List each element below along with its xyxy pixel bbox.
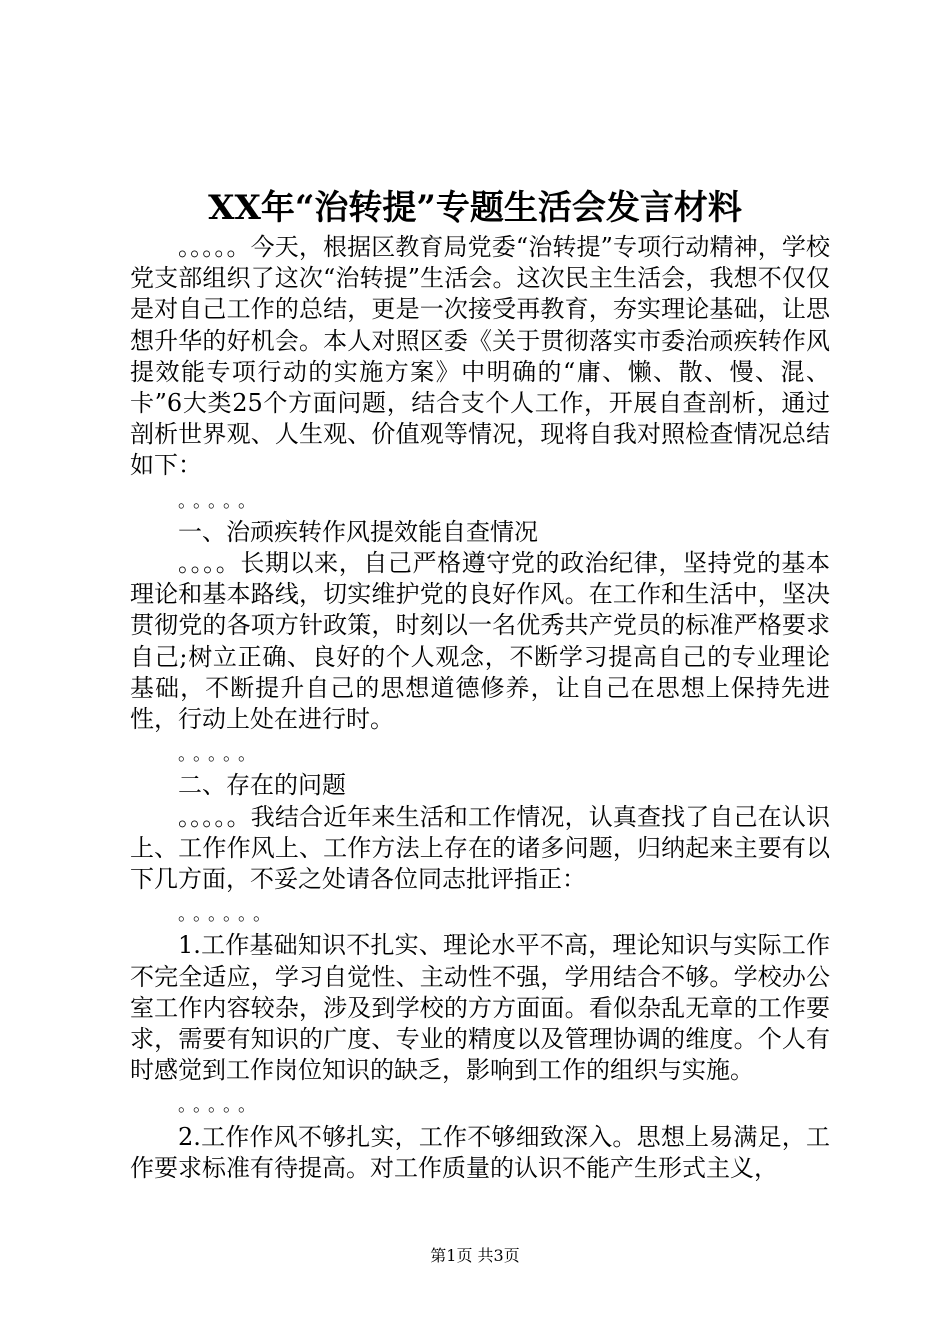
page-footer: 第1页 共3页 xyxy=(430,1246,520,1265)
document-title: XX年“治转提”专题生活会发言材料 xyxy=(208,188,742,228)
document-body xyxy=(130,232,830,1184)
paragraph-dots: 。。。。。 xyxy=(178,1095,262,1117)
section-heading-1: 一、治顽疾转作风提效能自查情况 xyxy=(178,517,538,546)
paragraph-dots: 。。。。。 xyxy=(178,744,262,766)
paragraph-intro: 。。。。。今天，根据区教育局党委“治转提”专项行动精神，学校党支部组织了这次“治转提”生活会。这次民主生活会，我想不仅仅是对自己工作的总结，更是一次接受再教育，夯实理论基础，让思想升华的好机会。本人对照区委《关于贯彻落实市委治顽疾转作风提效能专项行动的实施方案》中明确的“庸、懒、散、慢、混、卡”6大类25个方面问题，结合支个人工作，开展自查剖析，通过剖析世界观、人生观、价值观等情况，现将自我对照检查情况总结如下： xyxy=(130,233,830,480)
paragraph-dots: 。。。。。 xyxy=(178,490,262,512)
paragraph-dots: 。。。。。。 xyxy=(178,904,277,926)
paragraph-problem-2: 2.工作作风不够扎实，工作不够细致深入。思想上易满足，工作要求标准有待提高。对工作质量的认识不能产生形式主义， xyxy=(130,1122,830,1182)
paragraph-problem-1: 1.工作基础知识不扎实、理论水平不高，理论知识与实际工作不完全适应，学习自觉性、主动性不强，学用结合不够。学校办公室工作内容较杂，涉及到学校的方方面面。看似杂乱无章的工作要求，需要有知识的广度、专业的精度以及管理协调的维度。个人有时感觉到工作岗位知识的缺乏，影响到工作的组织与实施。 xyxy=(130,931,830,1085)
section-heading-2: 二、存在的问题 xyxy=(178,771,346,800)
paragraph-problems-intro: 。。。。。我结合近年来生活和工作情况，认真查找了自己在认识上、工作作风上、工作方法上存在的诸多问题，归纳起来主要有以下几方面，不妥之处请各位同志批评指正： xyxy=(130,802,830,894)
paragraph-self-check: 。。。。长期以来，自己严格遵守党的政治纪律，坚持党的基本理论和基本路线，切实维护党的良好作风。在工作和生活中，坚决贯彻党的各项方针政策，时刻以一名优秀共产党员的标准严格要求自己;树立正确、良好的个人观念，不断学习提高自己的专业理论基础，不断提升自己的思想道德修养，让自己在思想上保持先进性，行动上处在进行时。 xyxy=(130,549,830,734)
